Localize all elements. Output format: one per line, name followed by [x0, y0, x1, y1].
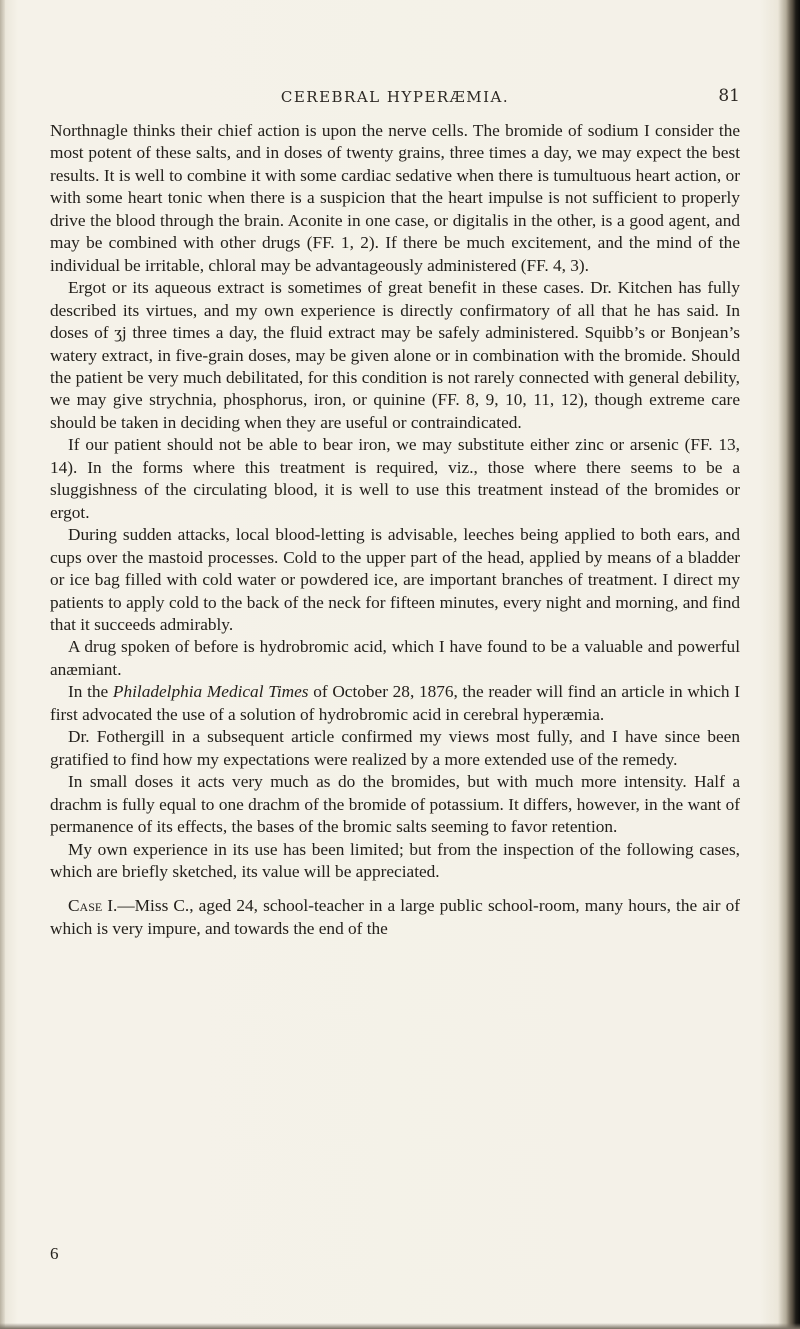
paragraph	[50, 681, 740, 726]
text-segment: If our patient should not be able to bear iron, we may substitute either zinc or arsenic (FF. 13, 14). In the forms where this treatment is required, viz., those where there seems to be a sluggishness of the circulating blood, it is well to use this treatment instead of the bromides or ergot.	[50, 435, 740, 522]
book-binding-shadow	[778, 0, 800, 1329]
text-segment: Ergot or its aqueous extract is sometimes of great benefit in these cases. Dr. Kitchen has fully described its virtues, and my own experience is directly confirmatory of all that he has said. In doses of ʒj three times a day, the fluid extract may be safely administered. Squibb’s or Bonjean’s watery extract, in five-grain doses, may be given alone or in combination with the bromide. Should the patient be very much debilitated, for this condition is not rarely connected with general debility, we may give strychnia, phosphorus, iron, or quinine (FF. 8, 9, 10, 11, 12), though extreme care should be taken in deciding when they are useful or contraindicated.	[50, 278, 740, 432]
text-segment: Dr. Fothergill in a subsequent article confirmed my views most fully, and I have since been gratified to find how my expectations were realized by a more extended use of the remedy.	[50, 727, 740, 769]
case-label: Case I.	[68, 896, 118, 916]
text-segment: During sudden attacks, local blood-letting is advisable, leeches being applied to both ears, and cups over the mastoid processes. Cold to the upper part of the head, applied by means of a bladder or ice bag filled with cold water or powdered ice, are important branches of treatment. I direct my patients to apply cold to the back of the neck for fifteen minutes, every night and morning, and find that it succeeds admirably.	[50, 525, 740, 634]
text-segment: My own experience in its use has been limited; but from the inspection of the following cases, which are briefly sketched, its value will be appreciated.	[50, 839, 740, 881]
text-segment: of October 28, 1876, the reader will find an article in which I first advocated the use of a solution of hydrobromic acid in cerebral hyperæmia.	[50, 682, 740, 724]
page-left-edge	[0, 0, 5, 1329]
page-number: 81	[718, 86, 740, 106]
running-title: CEREBRAL HYPERÆMIA.	[280, 88, 510, 106]
paragraph	[50, 726, 740, 771]
body-text	[50, 120, 740, 940]
paragraph	[50, 434, 740, 524]
page-bottom-edge	[0, 1323, 800, 1329]
paragraph	[50, 120, 740, 277]
paragraph	[50, 524, 740, 636]
paragraph	[50, 771, 740, 838]
signature-mark: 6	[50, 1244, 59, 1263]
text-segment: Northnagle thinks their chief action is upon the nerve cells. The bromide of sodium I consider the most potent of these salts, and in doses of twenty grains, three times a day, we may expect the best results. It is well to combine it with some cardiac sedative when there is tumultuous heart action, or with some heart tonic when there is a suspicion that the heart impulse is not sufficient to properly drive the blood through the brain. Aconite in one case, or digitalis in the other, is a good agent, and may be combined with other drugs (FF. 1, 2). If there be much excitement, and the mind of the individual be irritable, chloral may be advantageously administered (FF. 4, 3).	[50, 121, 740, 275]
running-head	[50, 88, 740, 112]
text-segment: In the	[68, 682, 113, 702]
text-segment: —Miss C., aged 24, school-teacher in a large public school-room, many hours, the air of which is very impure, and towards the end of the	[50, 896, 741, 938]
paragraph	[50, 839, 740, 884]
journal-title: Philadelphia Medical Times	[112, 682, 309, 702]
paragraph	[50, 636, 740, 681]
paragraph	[50, 277, 740, 434]
text-segment: A drug spoken of before is hydrobromic acid, which I have found to be a valuable and powerful anæmiant.	[50, 637, 740, 679]
text-segment: In small doses it acts very much as do the bromides, but with much more intensity. Half a drachm is fully equal to one drachm of the bromide of potassium. It differs, however, in the want of permanence of its effects, the bases of the bromic salts seeming to favor retention.	[50, 772, 740, 837]
case-paragraph	[50, 895, 740, 940]
